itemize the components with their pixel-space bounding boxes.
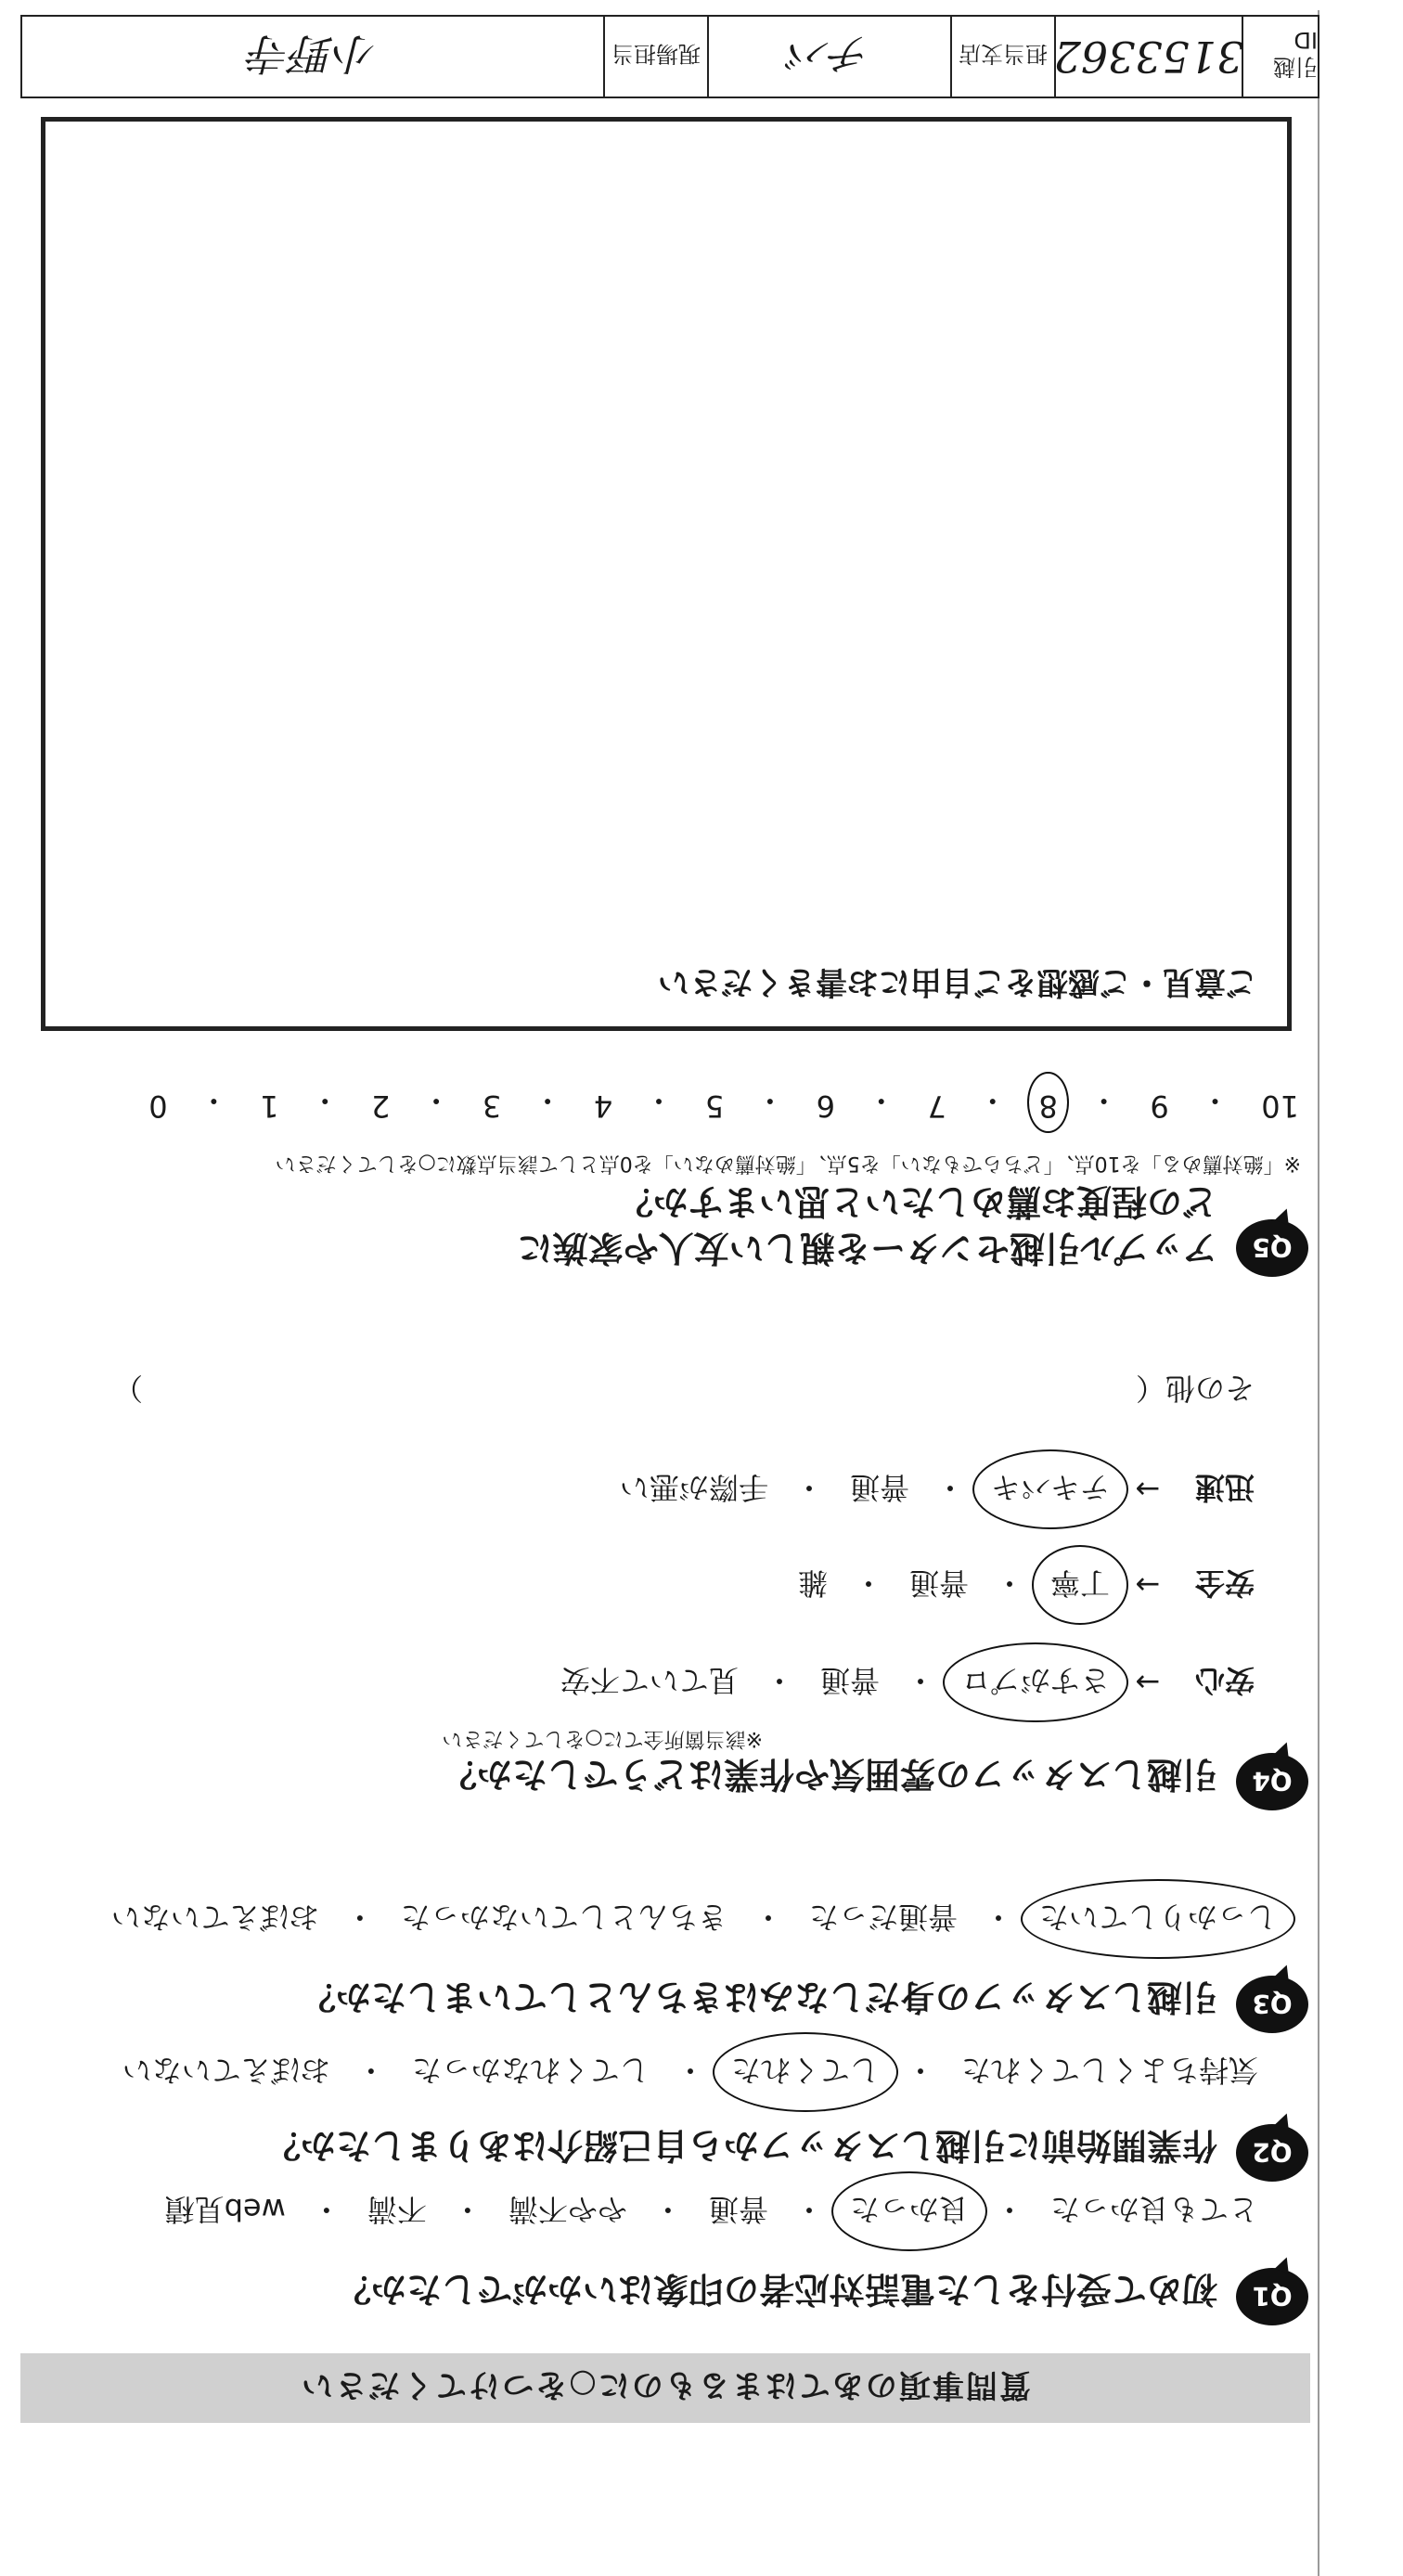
arrow-icon: → <box>1135 1472 1161 1507</box>
q4-option-selected[interactable]: テキパキ <box>985 1468 1115 1511</box>
q4-option-selected[interactable]: 丁寧 <box>1045 1564 1115 1606</box>
q1-option[interactable]: web見積 <box>164 2192 286 2227</box>
q2-options: 気持ちよくしてくれた ・ してくれた ・ してくれなかった ・ おぼえていない <box>117 2051 1264 2093</box>
footer-table <box>20 15 1319 98</box>
comment-label: ご意見・ご感想をご自由にお書きください <box>658 963 1257 1000</box>
q4-other-row <box>113 1369 1255 1411</box>
q2-badge: Q2 <box>1236 2124 1308 2182</box>
q2-option[interactable]: おぼえていない <box>122 2053 330 2088</box>
q4-option[interactable]: 見ていて不安 <box>560 1663 739 1698</box>
q5-scale: 10 ・ 9 ・ 8 ・ 7 ・ 6 ・ 5 ・ 4 ・ 3 ・ 2 ・ 1 ・ 0 <box>148 1083 1299 1124</box>
q4-option[interactable]: 普通 <box>908 1565 969 1601</box>
q1-option-selected[interactable]: 良かった <box>844 2190 974 2233</box>
survey-header-text: 質問事項のあてはまるものに○をつけてください <box>300 2366 1031 2403</box>
q1-options: とても良かった ・ 良かった ・ 普通 ・ やや不満 ・ 不満 ・ web見積 <box>160 2190 1264 2233</box>
scale-point[interactable]: 7 <box>927 1088 946 1124</box>
q4-row-anzen: 安全 → 丁寧 ・ 普通 ・ 雑 <box>792 1564 1255 1606</box>
scale-point-selected[interactable]: 8 <box>1038 1081 1057 1124</box>
q3-option[interactable]: 普通だった <box>808 1900 958 1935</box>
q3-option[interactable]: きちんとしていなかった <box>400 1900 727 1935</box>
q1-badge: Q1 <box>1236 2268 1308 2325</box>
q1-question: 初めて受付をした電話対応者の印象はいかがでしたか？ <box>335 2269 1217 2310</box>
q5-question-line2: どの程度お薦めしたいと思いますか？ <box>617 1181 1217 1222</box>
q2-option-selected[interactable]: してくれた <box>726 2051 885 2093</box>
q5-question-line1: アップル引越センターを親しい友人や家族に <box>517 1228 1217 1269</box>
q4-option-selected[interactable]: さすがプロ <box>956 1661 1115 1704</box>
q4-other-label: その他（ <box>1135 1371 1255 1406</box>
q3-badge: Q3 <box>1236 1976 1308 2033</box>
scale-point[interactable]: 0 <box>148 1088 168 1124</box>
q1-option[interactable]: 普通 <box>708 2192 768 2227</box>
q4-row-label: 安全 <box>1194 1565 1255 1601</box>
arrow-icon: → <box>1135 1567 1161 1603</box>
scale-point[interactable]: 4 <box>593 1088 613 1124</box>
q4-row-label: 迅速 <box>1194 1470 1255 1505</box>
scale-point[interactable]: 5 <box>704 1088 725 1124</box>
scale-point[interactable]: 10 <box>1261 1088 1299 1124</box>
q4-row-label: 安心 <box>1194 1663 1255 1698</box>
q3-options: しっかりしていた ・ 普通だった ・ きちんとしていなかった ・ おぼえていない <box>106 1898 1282 1940</box>
q2-option[interactable]: 気持ちよくしてくれた <box>960 2053 1258 2088</box>
footer-id-value[interactable]: 3153362 <box>1054 17 1242 97</box>
q5-note: ※「絶対薦める」を10点、「どちらでもない」を5点、「絶対薦めない」を0点として該当点数に○をしてください <box>275 1152 1301 1175</box>
q1-option[interactable]: 不満 <box>367 2192 427 2227</box>
comment-box[interactable] <box>41 117 1292 1031</box>
footer-branch-label: 担当支店 <box>950 17 1054 97</box>
footer-branch-value[interactable]: チバ <box>707 17 950 97</box>
q3-option[interactable]: おぼえていない <box>110 1900 319 1935</box>
footer-staff-label: 現場担当 <box>603 17 707 97</box>
q4-badge: Q4 <box>1236 1753 1308 1810</box>
scale-point[interactable]: 6 <box>816 1088 836 1124</box>
q4-other-close: ） <box>113 1371 144 1406</box>
scale-point[interactable]: 3 <box>482 1088 502 1124</box>
scale-point[interactable]: 9 <box>1150 1088 1169 1124</box>
q1-option[interactable]: とても良かった <box>1049 2192 1258 2227</box>
q3-option-selected[interactable]: しっかりしていた <box>1034 1898 1282 1940</box>
q1-option[interactable]: やや不満 <box>508 2192 627 2227</box>
q2-option[interactable]: してくれなかった <box>411 2053 650 2088</box>
q4-row-jinsoku: 迅速 → テキパキ ・ 普通 ・ 手際が悪い <box>614 1468 1255 1511</box>
q4-note: ※該当箇所全てに○をしてください <box>442 1727 763 1750</box>
q4-question: 引越しスタッフの雰囲気や作業はどうでしたか？ <box>441 1754 1217 1795</box>
q4-option[interactable]: 雑 <box>797 1565 828 1601</box>
footer-staff-value[interactable]: 小野寺 <box>249 29 377 79</box>
q4-row-anshin: 安心 → さすがプロ ・ 普通 ・ 見ていて不安 <box>555 1661 1255 1704</box>
scale-point[interactable]: 2 <box>371 1088 391 1124</box>
q4-option[interactable]: 手際が悪い <box>619 1470 768 1505</box>
q3-question: 引越しスタッフの身だしなみはきちんとしていましたか？ <box>300 1977 1217 2017</box>
q4-option[interactable]: 普通 <box>849 1470 909 1505</box>
arrow-icon: → <box>1135 1665 1161 1700</box>
scale-point[interactable]: 1 <box>260 1088 279 1124</box>
survey-header <box>20 2353 1310 2423</box>
q2-question: 作業開始前に引越しスタッフから自己紹介はありましたか？ <box>264 2125 1217 2166</box>
footer-id-label: 引越 ID <box>1242 17 1318 97</box>
q5-badge: Q5 <box>1236 1219 1308 1277</box>
q4-option[interactable]: 普通 <box>819 1663 880 1698</box>
